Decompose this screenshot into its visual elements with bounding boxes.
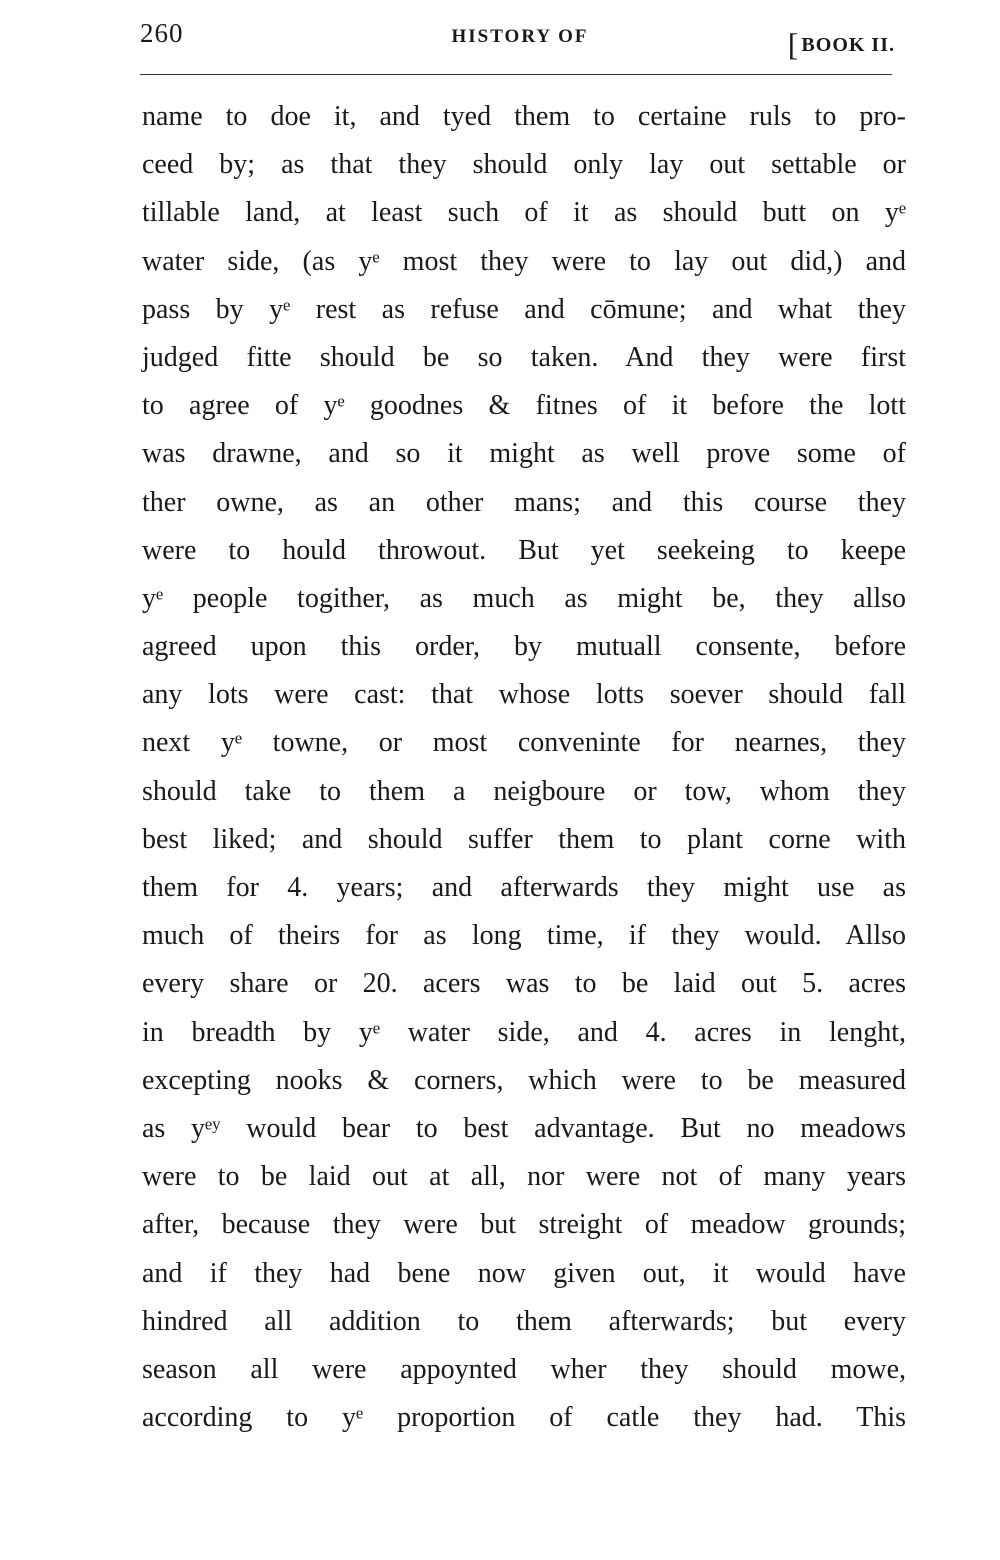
text-line: were to be laid out at all, nor were not of many years [142,1161,906,1193]
text-line: were to hould throwout. But yet seekeing to keepe [142,534,906,566]
header-rule [140,74,892,75]
text-line: pass by yᵉ rest as refuse and cōmune; and what they [142,293,906,325]
text-line: much of theirs for as long time, if they would. Allso [142,920,906,952]
text-line: should take to them a neigboure or tow, whom they [142,775,906,807]
text-line: season all were appoynted wher they should mowe, [142,1353,906,1385]
text-line: every share or 20. acers was to be laid out 5. acres [142,968,906,1000]
text-line: agreed upon this order, by mutuall consente, before [142,631,906,663]
text-line: judged fitte should be so taken. And they were first [142,341,906,373]
text-line: name to doe it, and tyed them to certaine ruls to pro- [142,101,906,132]
text-line: to agree of yᵉ goodnes & fitnes of it before the lott [142,390,906,422]
book-bracket: [ [787,26,800,62]
text-line: as yᵉʸ would bear to best advantage. But no meadows [142,1112,906,1144]
text-line: excepting nooks & corners, which were to be measured [142,1064,906,1096]
text-line: hindred all addition to them afterwards; but every [142,1305,906,1337]
text-line: tillable land, at least such of it as should butt on yᵉ [142,197,906,229]
body-text [142,93,906,1442]
text-line: ther owne, as an other mans; and this course they [142,486,906,518]
text-line: them for 4. years; and afterwards they might use as [142,872,906,903]
running-head [140,18,900,62]
text-line: water side, (as yᵉ most they were to lay out did,) and [142,245,906,277]
text-line: and if they had bene now given out, it would have [142,1257,906,1289]
text-line: next yᵉ towne, or most conveninte for nearnes, they [142,727,906,759]
text-line: was drawne, and so it might as well prove some of [142,438,906,470]
page-number: 260 [140,18,184,48]
book-reference [787,22,895,62]
text-line: according to yᵉ proportion of catle they had. This [142,1402,906,1434]
text-line: in breadth by yᵉ water side, and 4. acres in lenght, [142,1016,906,1048]
text-line: yᵉ people togither, as much as might be, they allso [142,582,906,614]
text-line: any lots were cast: that whose lotts soever should fall [142,679,906,711]
book-label: BOOK II. [801,34,895,56]
text-line: best liked; and should suffer them to plant corne with [142,823,906,855]
running-title: HISTORY OF [451,26,589,47]
text-line: after, because they were but streight of meadow grounds; [142,1209,906,1241]
text-line: ceed by; as that they should only lay out settable or [142,149,906,181]
